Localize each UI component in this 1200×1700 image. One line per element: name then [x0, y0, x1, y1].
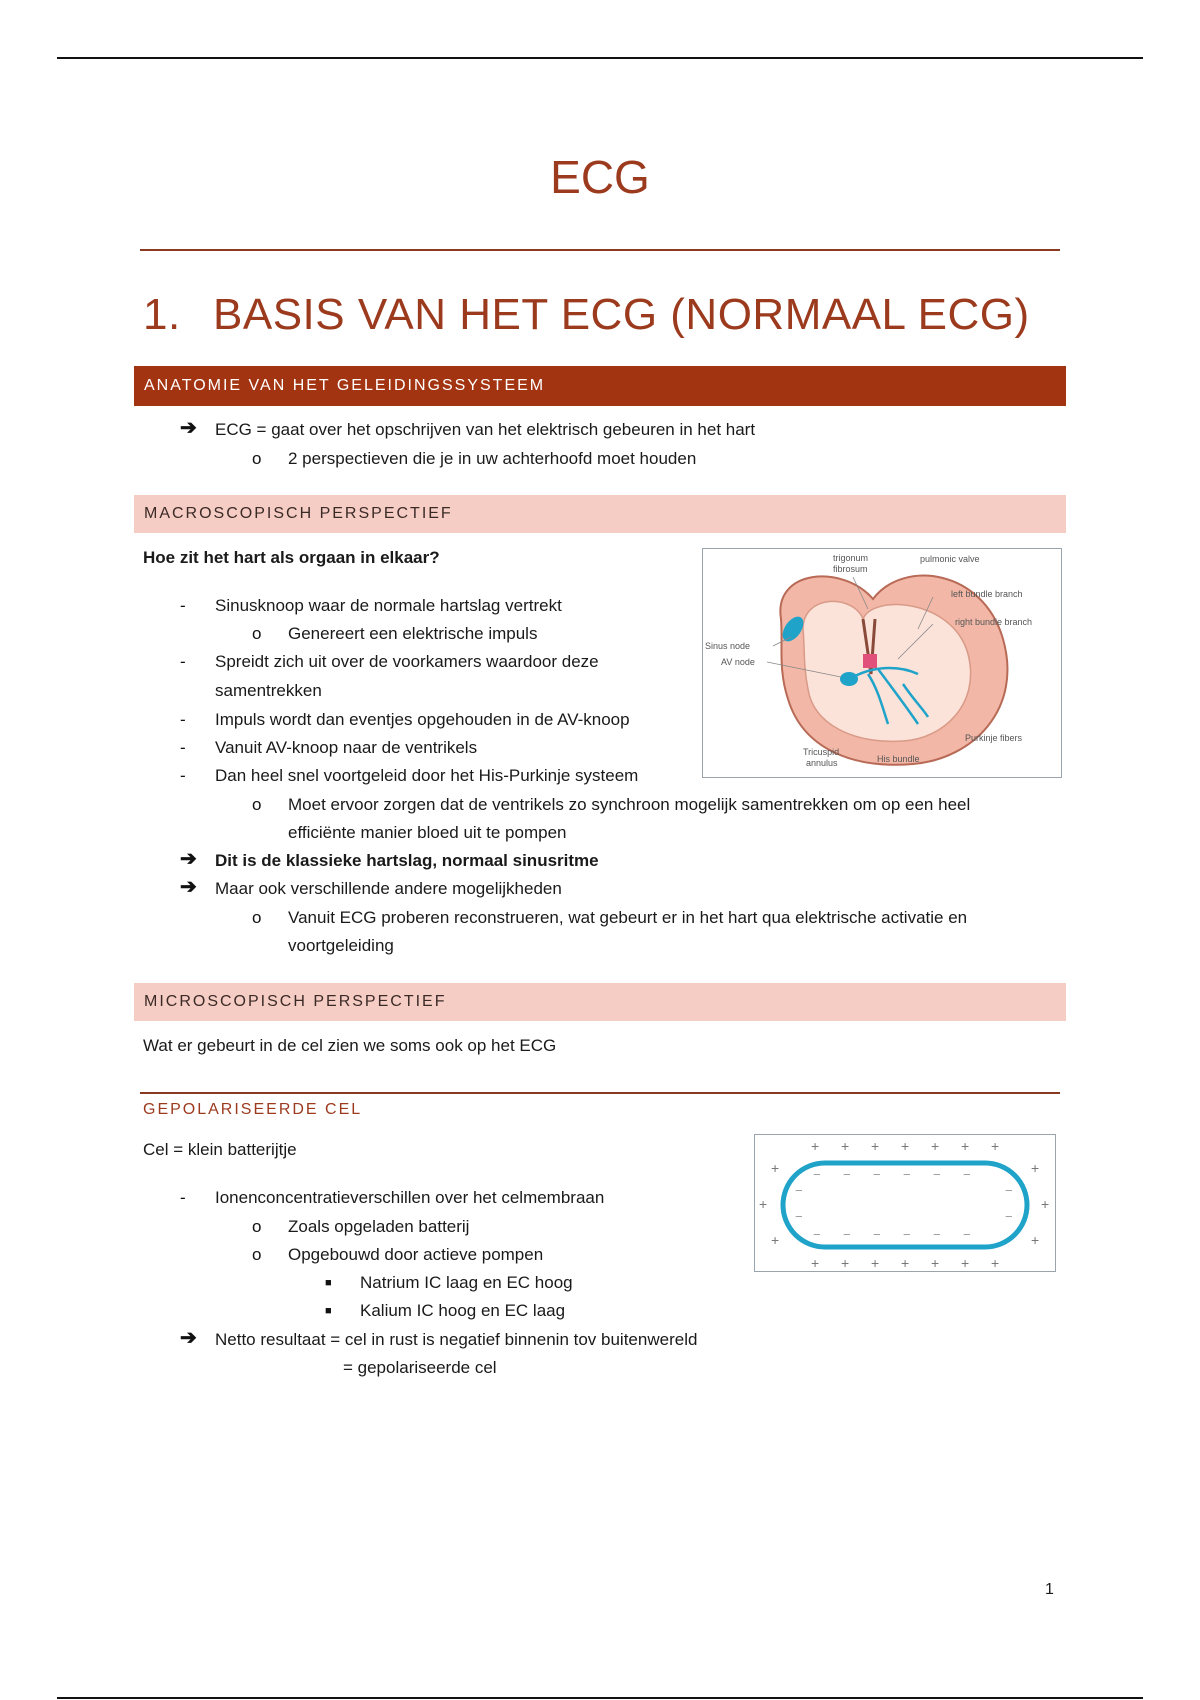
minus-sign: − [843, 1167, 851, 1182]
heart-diagram [703, 549, 1061, 777]
macro-question: Hoe zit het hart als orgaan in elkaar? [143, 548, 440, 567]
plus-sign: + [811, 1255, 820, 1271]
minus-sign: − [873, 1167, 881, 1182]
macro-item: Impuls wordt dan eventjes opgehouden in de AV-knoop [215, 710, 630, 729]
minus-sign: − [843, 1227, 851, 1242]
polar-item: Natrium IC laag en EC hoog [360, 1273, 573, 1292]
macro-conclusion: Dit is de klassieke hartslag, normaal sinusritme [215, 851, 599, 870]
plus-sign: + [841, 1255, 850, 1271]
label-annulus: annulus [806, 758, 838, 768]
circle-bullet: o [252, 795, 262, 814]
polar-item: Opgebouwd door actieve pompen [288, 1245, 544, 1264]
chapter-number: 1. [143, 290, 181, 339]
label-purkinje: Purkinje fibers [965, 733, 1023, 743]
dash-bullet: - [180, 710, 186, 729]
chapter-title: BASIS VAN HET ECG (NORMAAL ECG) [213, 290, 1030, 339]
macro-item: Sinusknoop waar de normale hartslag vertrekt [215, 596, 562, 615]
arrow-bullet: ➔ [180, 417, 197, 439]
dash-bullet: - [180, 652, 186, 671]
macro-sub: voortgeleiding [288, 936, 394, 955]
minus-sign: − [1005, 1183, 1013, 1198]
arrow-bullet: ➔ [180, 876, 197, 898]
arrow-bullet: ➔ [180, 848, 197, 870]
plus-sign: + [771, 1232, 780, 1248]
plus-sign: + [1031, 1232, 1040, 1248]
plus-sign: + [759, 1196, 768, 1212]
label-fibrosum: fibrosum [833, 564, 868, 574]
polar-result: Netto resultaat = cel in rust is negatief binnenin tov buitenwereld [215, 1330, 698, 1349]
plus-sign: + [961, 1138, 970, 1154]
section-anatomy-header: ANATOMIE VAN HET GELEIDINGSSYSTEEM [134, 366, 1066, 406]
macro-item: Dan heel snel voortgeleid door het His-Purkinje systeem [215, 766, 639, 785]
circle-bullet: o [252, 624, 262, 643]
plus-sign: + [961, 1255, 970, 1271]
dash-bullet: - [180, 766, 186, 785]
micro-text: Wat er gebeurt in de cel zien we soms ook op het ECG [143, 1036, 557, 1055]
label-left-bundle: left bundle branch [951, 589, 1023, 599]
circle-bullet: o [252, 1245, 262, 1264]
anatomy-line-2: 2 perspectieven die je in uw achterhoofd moet houden [288, 449, 697, 468]
circle-bullet: o [252, 1217, 262, 1236]
page-number: 1 [1045, 1581, 1054, 1598]
title-rule [140, 249, 1060, 251]
polar-item: Kalium IC hoog en EC laag [360, 1301, 566, 1320]
minus-sign: − [963, 1227, 971, 1242]
polar-rule [140, 1092, 1060, 1094]
minus-sign: − [795, 1209, 803, 1224]
polarized-cell-figure [754, 1134, 1056, 1272]
plus-sign: + [991, 1138, 1000, 1154]
plus-sign: + [901, 1255, 910, 1271]
minus-sign: − [813, 1227, 821, 1242]
minus-sign: − [903, 1167, 911, 1182]
dash-bullet: - [180, 596, 186, 615]
document-title: ECG [550, 151, 650, 203]
macro-item: efficiënte manier bloed uit te pompen [288, 823, 567, 842]
plus-sign: + [931, 1138, 940, 1154]
minus-sign: − [933, 1167, 941, 1182]
section-polar-header: GEPOLARISEERDE CEL [143, 1101, 363, 1118]
dash-bullet: - [180, 1188, 186, 1207]
macro-item: Moet ervoor zorgen dat de ventrikels zo synchroon mogelijk samentrekken om op een heel [288, 795, 971, 814]
macro-item: Genereert een elektrische impuls [288, 624, 538, 643]
polar-item: Zoals opgeladen batterij [288, 1217, 470, 1236]
minus-sign: − [933, 1227, 941, 1242]
label-sinus-node: Sinus node [705, 641, 751, 651]
circle-bullet: o [252, 449, 262, 468]
minus-sign: − [963, 1167, 971, 1182]
polar-intro: Cel = klein batterijtje [143, 1140, 297, 1159]
polar-item: Ionenconcentratieverschillen over het celmembraan [215, 1188, 605, 1207]
macro-item: Vanuit AV-knoop naar de ventrikels [215, 738, 478, 757]
minus-sign: − [903, 1227, 911, 1242]
label-right-bundle: right bundle branch [955, 617, 1033, 627]
macro-item: Spreidt zich uit over de voorkamers waardoor deze [215, 652, 599, 671]
plus-sign: + [811, 1138, 820, 1154]
minus-sign: − [873, 1227, 881, 1242]
label-trigonum: trigonum [833, 553, 869, 563]
macro-conclusion-2: Maar ook verschillende andere mogelijkheden [215, 879, 562, 898]
macro-sub: Vanuit ECG proberen reconstrueren, wat gebeurt er in het hart qua elektrische activatie en [288, 908, 968, 927]
plus-sign: + [771, 1160, 780, 1176]
arrow-bullet: ➔ [180, 1327, 197, 1349]
label-tricuspid: Tricuspid [803, 747, 840, 757]
dash-bullet: - [180, 738, 186, 757]
polar-result-2: = gepolariseerde cel [343, 1358, 497, 1377]
square-bullet: ■ [325, 1305, 332, 1317]
label-pulmonic-valve: pulmonic valve [920, 554, 980, 564]
section-macro-header: MACROSCOPISCH PERSPECTIEF [134, 495, 1066, 533]
label-av-node: AV node [721, 657, 755, 667]
plus-sign: + [931, 1255, 940, 1271]
minus-sign: − [1005, 1209, 1013, 1224]
bottom-rule [57, 1697, 1143, 1699]
anatomy-line-1: ECG = gaat over het opschrijven van het elektrisch gebeuren in het hart [215, 420, 756, 439]
plus-sign: + [841, 1138, 850, 1154]
macro-item: samentrekken [215, 681, 322, 700]
cell-diagram [755, 1135, 1055, 1271]
top-rule [57, 57, 1143, 59]
chapter-heading [143, 290, 1030, 340]
plus-sign: + [871, 1138, 880, 1154]
plus-sign: + [871, 1255, 880, 1271]
section-micro-header: MICROSCOPISCH PERSPECTIEF [134, 983, 1066, 1021]
circle-bullet: o [252, 908, 262, 927]
plus-sign: + [901, 1138, 910, 1154]
minus-sign: − [813, 1167, 821, 1182]
square-bullet: ■ [325, 1277, 332, 1289]
plus-sign: + [991, 1255, 1000, 1271]
label-his-bundle: His bundle [877, 754, 920, 764]
minus-sign: − [795, 1183, 803, 1198]
plus-sign: + [1041, 1196, 1050, 1212]
plus-sign: + [1031, 1160, 1040, 1176]
heart-conduction-figure [702, 548, 1062, 778]
